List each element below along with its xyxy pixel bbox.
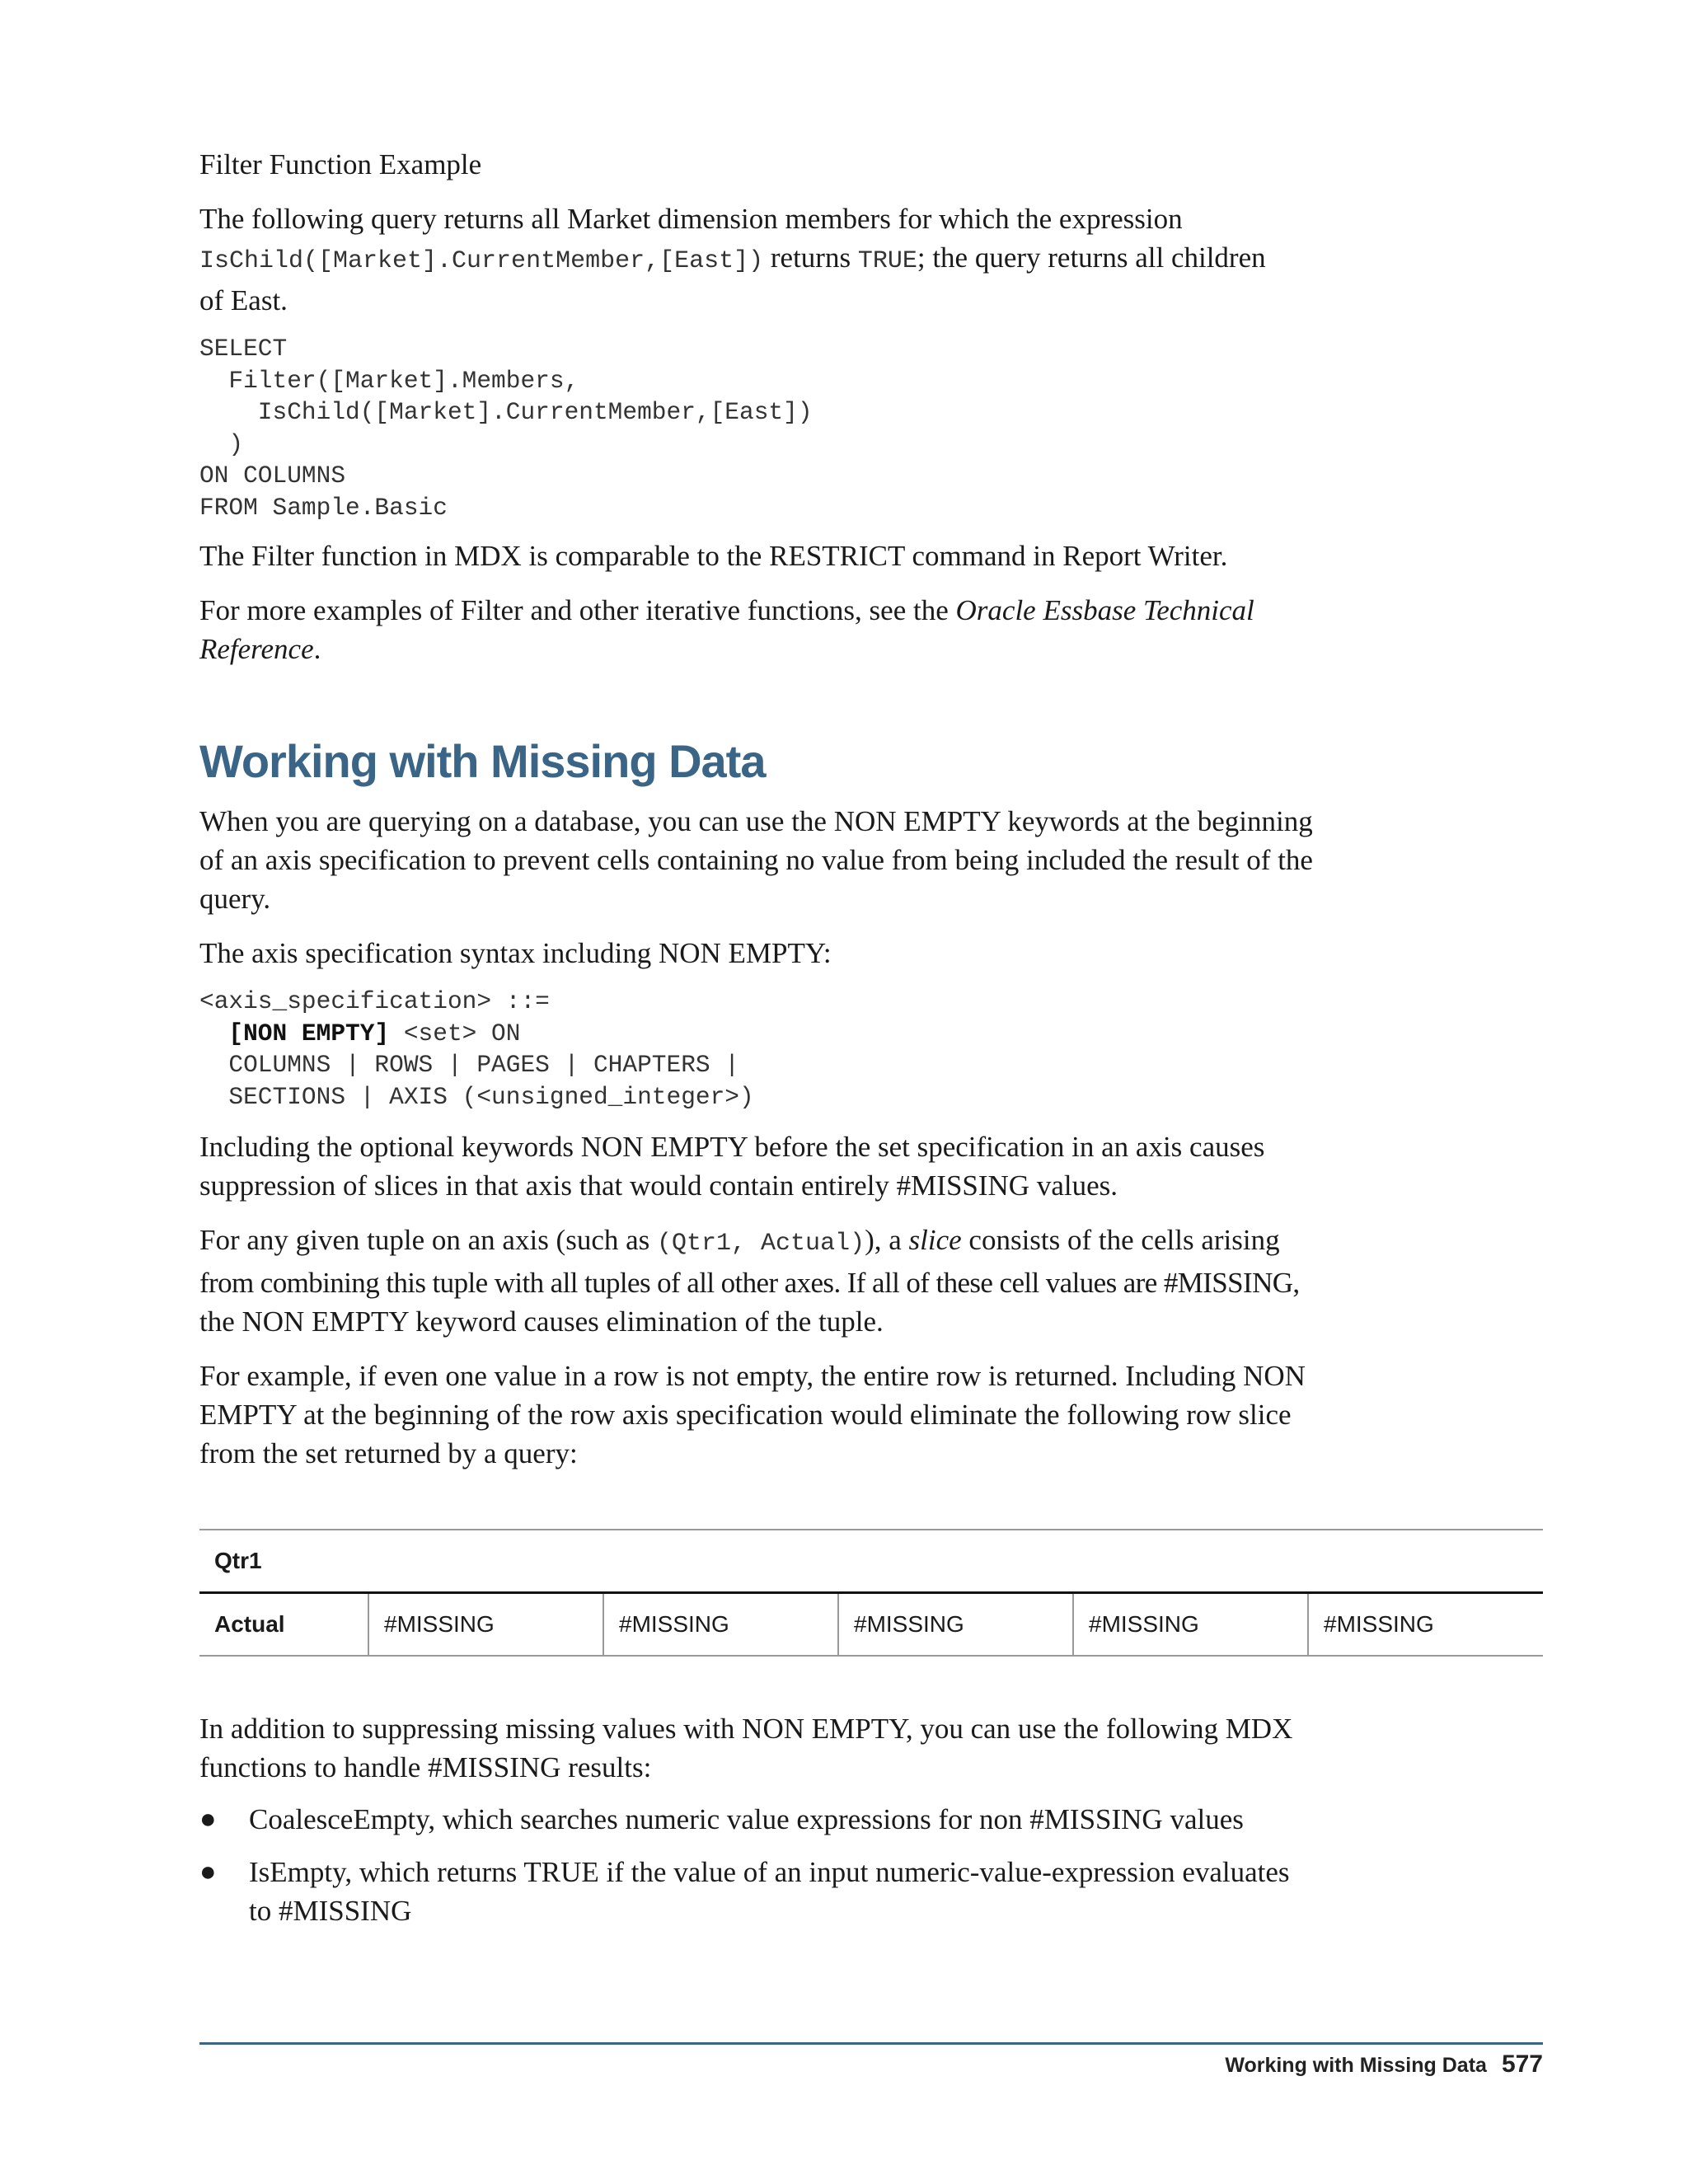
code-line: SECTIONS | AXIS (<unsigned_integer>) xyxy=(199,1082,754,1111)
filter-intro-true: TRUE xyxy=(857,247,917,275)
text-line: Including the optional keywords NON EMPTY before the set specification in an axis causes xyxy=(199,1131,1265,1163)
filter-intro-text-2: returns xyxy=(763,241,858,274)
table-cell: #MISSING xyxy=(368,1593,603,1657)
text-fragment: ), a xyxy=(865,1224,909,1256)
table-header-row xyxy=(199,1530,1543,1593)
bullet-icon: ● xyxy=(199,1804,217,1835)
syntax-code-block xyxy=(199,986,1551,1113)
code-line: IsChild([Market].CurrentMember,[East]) xyxy=(199,398,813,426)
bullet-icon: ● xyxy=(199,1857,217,1887)
filter-intro-text-3: ; the query returns all children xyxy=(917,241,1266,274)
section-paragraph-4 xyxy=(199,1221,1551,1341)
non-empty-keyword: [NON EMPTY] xyxy=(228,1019,390,1047)
code-line: ) xyxy=(199,429,244,458)
section-title: Working with Missing Data xyxy=(199,735,766,787)
list-item-text: CoalesceEmpty, which searches numeric value expressions for non #MISSING values xyxy=(249,1803,1244,1835)
section-paragraph-5 xyxy=(199,1357,1551,1473)
table-row xyxy=(199,1593,1543,1657)
page-content xyxy=(199,145,1551,1930)
reference-title-1: Oracle Essbase Technical xyxy=(955,594,1254,626)
missing-slice-table xyxy=(199,1529,1543,1657)
table-cell: #MISSING xyxy=(1073,1593,1308,1657)
filter-intro-code: IsChild([Market].CurrentMember,[East]) xyxy=(199,247,764,275)
text-line: suppression of slices in that axis that would contain entirely #MISSING values. xyxy=(199,1169,1118,1202)
code-fragment: <set> ON xyxy=(389,1019,521,1047)
slice-term: slice xyxy=(908,1224,962,1256)
text-line: EMPTY at the beginning of the row axis specification would eliminate the following row slice xyxy=(199,1399,1292,1431)
text-line: query. xyxy=(199,883,271,915)
text-line: In addition to suppressing missing values with NON EMPTY, you can use the following MDX xyxy=(199,1713,1293,1745)
section-paragraph-6 xyxy=(199,1709,1551,1787)
filter-intro-text-1: The following query returns all Market dimension members for which the expression xyxy=(199,203,1183,235)
text-line: When you are querying on a database, you can use the NON EMPTY keywords at the beginning xyxy=(199,805,1313,837)
list-item xyxy=(199,1800,1551,1839)
table-row-label: Actual xyxy=(199,1593,368,1657)
filter-intro-paragraph xyxy=(199,199,1551,320)
section-paragraph-3 xyxy=(199,1127,1551,1205)
filter-example-heading: Filter Function Example xyxy=(199,148,482,180)
code-line: ON COLUMNS xyxy=(199,462,346,490)
section-paragraph-1 xyxy=(199,802,1551,918)
text-line: the NON EMPTY keyword causes elimination of the tuple. xyxy=(199,1305,884,1338)
page-footer xyxy=(1225,2050,1543,2079)
table-cell: #MISSING xyxy=(1308,1593,1543,1657)
list-item-text: to #MISSING xyxy=(249,1895,412,1927)
list-item xyxy=(199,1853,1551,1930)
code-line: <axis_specification> ::= xyxy=(199,987,550,1015)
table-cell: #MISSING xyxy=(838,1593,1073,1657)
tuple-code: (Qtr1, Actual) xyxy=(657,1230,865,1258)
filter-intro-text-4: of East. xyxy=(199,284,288,316)
footer-rule xyxy=(199,2042,1543,2045)
text-fragment: For any given tuple on an axis (such as xyxy=(199,1224,658,1256)
code-line: FROM Sample.Basic xyxy=(199,493,448,522)
code-line: COLUMNS | ROWS | PAGES | CHAPTERS | xyxy=(199,1051,740,1079)
text-line: For example, if even one value in a row is not empty, the entire row is returned. Including NON xyxy=(199,1360,1306,1392)
functions-bullet-list xyxy=(199,1800,1551,1930)
text-line: of an axis specification to prevent cells containing no value from being included the result of the xyxy=(199,844,1313,876)
page-number: 577 xyxy=(1501,2050,1543,2078)
table-header-qtr1: Qtr1 xyxy=(199,1530,1543,1593)
text-fragment: consists of the cells arising xyxy=(961,1224,1280,1256)
text-line: from the set returned by a query: xyxy=(199,1437,578,1469)
more-end: . xyxy=(313,633,321,665)
reference-title-2: Reference xyxy=(199,633,314,665)
code-line: SELECT xyxy=(199,335,288,363)
footer-section-title: Working with Missing Data xyxy=(1225,2054,1487,2077)
section-paragraph-2: The axis specification syntax including NON EMPTY: xyxy=(199,937,832,969)
table-cell: #MISSING xyxy=(603,1593,838,1657)
text-line: from combining this tuple with all tuples of all other axes. If all of these cell values are #MISSING, xyxy=(199,1267,1300,1299)
list-item-text: IsEmpty, which returns TRUE if the value of an input numeric-value-expression evaluates xyxy=(249,1856,1290,1888)
more-text: For more examples of Filter and other iterative functions, see the xyxy=(199,594,956,626)
code-line: Filter([Market].Members, xyxy=(199,366,579,395)
code-line xyxy=(199,1018,1551,1050)
text-line: functions to handle #MISSING results: xyxy=(199,1751,652,1783)
filter-code-block xyxy=(199,333,1551,523)
filter-compare-paragraph: The Filter function in MDX is comparable to the RESTRICT command in Report Writer. xyxy=(199,540,1228,572)
filter-more-paragraph xyxy=(199,591,1551,668)
